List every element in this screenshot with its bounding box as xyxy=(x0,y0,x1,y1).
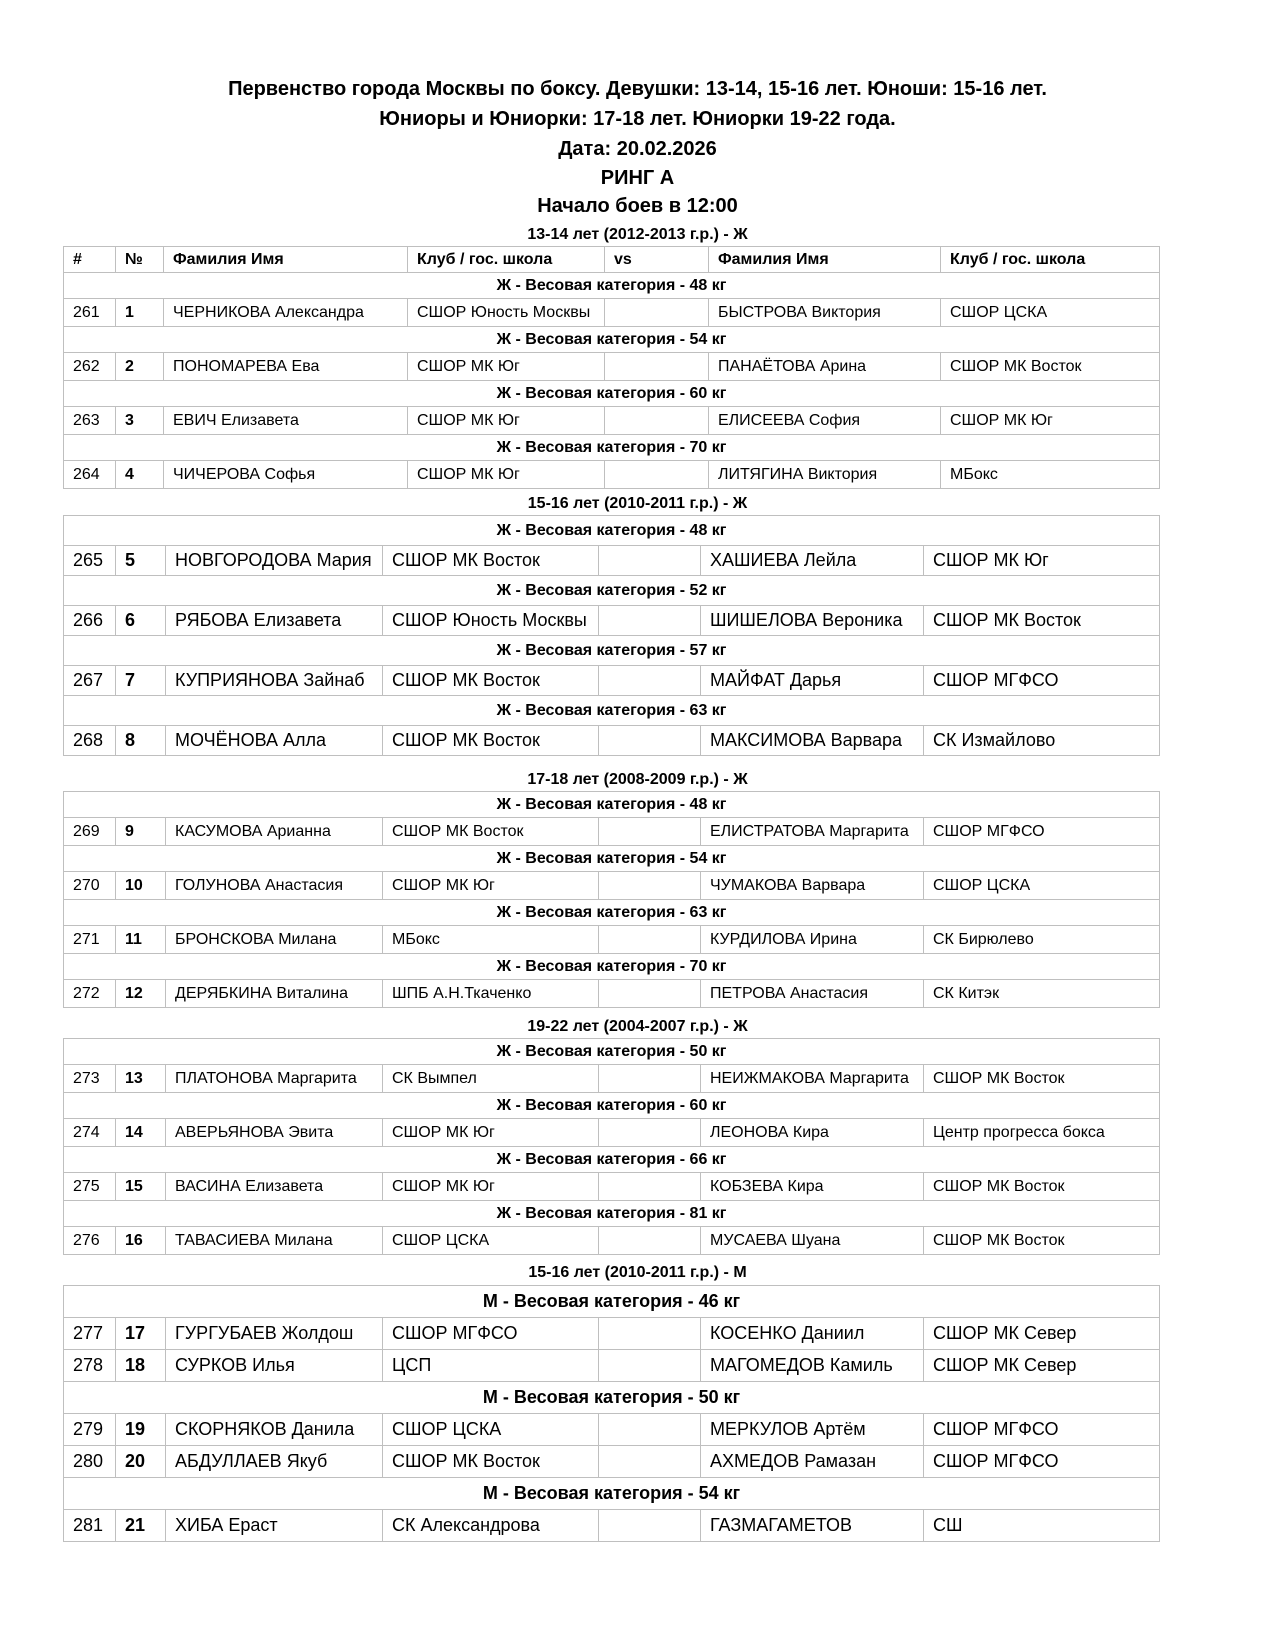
fighter-2-name: КОБЗЕВА Кира xyxy=(701,1173,924,1201)
weight-category-label: Ж - Весовая категория - 70 кг xyxy=(64,954,1160,980)
bout-number: 10 xyxy=(116,872,166,900)
col-header-club-2: Клуб / гос. школа xyxy=(941,247,1160,273)
fighter-1-club: ШПБ А.Н.Ткаченко xyxy=(383,980,599,1008)
bout-number: 19 xyxy=(116,1414,166,1446)
fighter-2-name: ХАШИЕВА Лейла xyxy=(701,546,924,576)
fighter-2-club: СК Измайлово xyxy=(924,726,1160,756)
fighter-1-club: СШОР МГФСО xyxy=(383,1318,599,1350)
weight-category-label: Ж - Весовая категория - 60 кг xyxy=(64,1093,1160,1119)
bout-row xyxy=(64,1446,1160,1478)
weight-category-label: Ж - Весовая категория - 70 кг xyxy=(64,435,1160,461)
weight-category-label: М - Весовая категория - 50 кг xyxy=(64,1382,1160,1414)
fighter-1-name: ГУРГУБАЕВ Жолдош xyxy=(166,1318,383,1350)
fighter-1-name: КАСУМОВА Арианна xyxy=(166,818,383,846)
vs-cell xyxy=(599,818,701,846)
weight-category-row xyxy=(64,1093,1160,1119)
fighter-1-name: ПЛАТОНОВА Маргарита xyxy=(166,1065,383,1093)
vs-cell xyxy=(605,407,709,435)
bout-id: 264 xyxy=(64,461,116,489)
weight-category-row xyxy=(64,1147,1160,1173)
vs-cell xyxy=(599,980,701,1008)
fighter-1-name: ХИБА Ераст xyxy=(166,1510,383,1542)
vs-cell xyxy=(605,461,709,489)
bout-row xyxy=(64,1227,1160,1255)
vs-cell xyxy=(605,299,709,327)
fighter-1-club: СШОР МК Юг xyxy=(408,407,605,435)
fighter-2-name: МАГОМЕДОВ Камиль xyxy=(701,1350,924,1382)
fighter-1-club: СШОР МК Восток xyxy=(383,546,599,576)
fighter-2-name: ЧУМАКОВА Варвара xyxy=(701,872,924,900)
section-heading: 13-14 лет (2012-2013 г.р.) - Ж xyxy=(527,226,748,243)
section-heading: 19-22 лет (2004-2007 г.р.) - Ж xyxy=(527,1018,748,1035)
weight-category-label: М - Весовая категория - 54 кг xyxy=(64,1478,1160,1510)
col-header-name-2: Фамилия Имя xyxy=(709,247,941,273)
vs-cell xyxy=(599,666,701,696)
fighter-1-name: ЧИЧЕРОВА Софья xyxy=(164,461,408,489)
fighter-2-name: ГАЗМАГАМЕТОВ xyxy=(701,1510,924,1542)
title-line-1: Первенство города Москвы по боксу. Девушки: 13-14, 15-16 лет. Юноши: 15-16 лет. xyxy=(228,78,1047,100)
fighter-1-club: СШОР МК Восток xyxy=(383,818,599,846)
fighter-2-club: СШОР МК Восток xyxy=(924,1065,1160,1093)
bout-id: 281 xyxy=(64,1510,116,1542)
bout-number: 16 xyxy=(116,1227,166,1255)
fighter-2-name: ПЕТРОВА Анастасия xyxy=(701,980,924,1008)
fighter-1-club: СШОР ЦСКА xyxy=(383,1227,599,1255)
fighter-2-name: ЛЕОНОВА Кира xyxy=(701,1119,924,1147)
table-body xyxy=(64,516,1160,756)
bout-number: 15 xyxy=(116,1173,166,1201)
bout-number: 5 xyxy=(116,546,166,576)
bout-id: 279 xyxy=(64,1414,116,1446)
bout-id: 277 xyxy=(64,1318,116,1350)
fighter-1-name: РЯБОВА Елизавета xyxy=(166,606,383,636)
col-header-club-1: Клуб / гос. школа xyxy=(408,247,605,273)
vs-cell xyxy=(599,1510,701,1542)
bout-number: 3 xyxy=(116,407,164,435)
weight-category-label: Ж - Весовая категория - 48 кг xyxy=(64,273,1160,299)
bout-id: 269 xyxy=(64,818,116,846)
bout-number: 8 xyxy=(116,726,166,756)
bout-number: 4 xyxy=(116,461,164,489)
fighter-2-name: КОСЕНКО Даниил xyxy=(701,1318,924,1350)
fighter-1-club: СШОР МК Восток xyxy=(383,666,599,696)
bout-row xyxy=(64,353,1160,381)
fighter-1-club: СК Вымпел xyxy=(383,1065,599,1093)
vs-cell xyxy=(599,872,701,900)
bout-id: 280 xyxy=(64,1446,116,1478)
fighter-2-name: МУСАЕВА Шуана xyxy=(701,1227,924,1255)
fighter-1-name: СКОРНЯКОВ Данила xyxy=(166,1414,383,1446)
bout-row xyxy=(64,299,1160,327)
bout-row xyxy=(64,606,1160,636)
fighter-1-name: КУПРИЯНОВА Зайнаб xyxy=(166,666,383,696)
bout-id: 268 xyxy=(64,726,116,756)
weight-category-row xyxy=(64,1201,1160,1227)
col-header-number: № xyxy=(116,247,164,273)
bout-id: 273 xyxy=(64,1065,116,1093)
bout-row xyxy=(64,872,1160,900)
bout-row xyxy=(64,980,1160,1008)
weight-category-row xyxy=(64,381,1160,407)
weight-category-label: Ж - Весовая категория - 60 кг xyxy=(64,381,1160,407)
section-heading: 15-16 лет (2010-2011 г.р.) - М xyxy=(528,1264,747,1281)
weight-category-row xyxy=(64,636,1160,666)
bout-id: 274 xyxy=(64,1119,116,1147)
fighter-2-club: СК Китэк xyxy=(924,980,1160,1008)
weight-category-label: Ж - Весовая категория - 54 кг xyxy=(64,327,1160,353)
weight-category-row xyxy=(64,1286,1160,1318)
bout-number: 6 xyxy=(116,606,166,636)
table-header-row xyxy=(64,247,1160,273)
fighter-2-club: СШОР МГФСО xyxy=(924,818,1160,846)
bout-row xyxy=(64,1173,1160,1201)
weight-category-label: Ж - Весовая категория - 66 кг xyxy=(64,1147,1160,1173)
fighter-2-name: МАЙФАТ Дарья xyxy=(701,666,924,696)
weight-category-row xyxy=(64,900,1160,926)
fighter-1-club: СШОР МК Юг xyxy=(408,461,605,489)
fighter-2-name: МЕРКУЛОВ Артём xyxy=(701,1414,924,1446)
section-heading: 17-18 лет (2008-2009 г.р.) - Ж xyxy=(527,771,748,788)
fighter-1-name: ВАСИНА Елизавета xyxy=(166,1173,383,1201)
weight-category-label: Ж - Весовая категория - 63 кг xyxy=(64,900,1160,926)
fighter-1-club: СШОР ЦСКА xyxy=(383,1414,599,1446)
vs-cell xyxy=(599,1350,701,1382)
fighter-2-name: НЕИЖМАКОВА Маргарита xyxy=(701,1065,924,1093)
fighter-2-club: Центр прогресса бокса xyxy=(924,1119,1160,1147)
vs-cell xyxy=(599,1446,701,1478)
bout-row xyxy=(64,1350,1160,1382)
fighter-1-name: ЧЕРНИКОВА Александра xyxy=(164,299,408,327)
vs-cell xyxy=(599,1119,701,1147)
fighter-1-club: СШОР МК Юг xyxy=(383,872,599,900)
fighter-2-name: ЕЛИСЕЕВА София xyxy=(709,407,941,435)
fighter-2-club: СШОР МК Восток xyxy=(924,1227,1160,1255)
weight-category-label: Ж - Весовая категория - 48 кг xyxy=(64,516,1160,546)
bout-id: 275 xyxy=(64,1173,116,1201)
bout-number: 9 xyxy=(116,818,166,846)
bout-id: 262 xyxy=(64,353,116,381)
bout-row xyxy=(64,1414,1160,1446)
fighter-1-club: СШОР МК Восток xyxy=(383,726,599,756)
weight-category-label: Ж - Весовая категория - 50 кг xyxy=(64,1039,1160,1065)
vs-cell xyxy=(599,1065,701,1093)
table-body xyxy=(64,792,1160,1008)
table-body xyxy=(64,273,1160,489)
bout-number: 14 xyxy=(116,1119,166,1147)
weight-category-row xyxy=(64,576,1160,606)
weight-category-label: М - Весовая категория - 46 кг xyxy=(64,1286,1160,1318)
fighter-2-name: БЫСТРОВА Виктория xyxy=(709,299,941,327)
fighter-2-name: ЛИТЯГИНА Виктория xyxy=(709,461,941,489)
bout-id: 261 xyxy=(64,299,116,327)
weight-category-row xyxy=(64,696,1160,726)
fighter-1-name: СУРКОВ Илья xyxy=(166,1350,383,1382)
weight-category-label: Ж - Весовая категория - 52 кг xyxy=(64,576,1160,606)
weight-category-row xyxy=(64,954,1160,980)
fighter-1-club: МБокс xyxy=(383,926,599,954)
fighter-2-name: ЕЛИСТРАТОВА Маргарита xyxy=(701,818,924,846)
fighter-2-name: АХМЕДОВ Рамазан xyxy=(701,1446,924,1478)
vs-cell xyxy=(599,726,701,756)
fighter-1-club: СШОР МК Юг xyxy=(383,1119,599,1147)
fighter-1-name: ТАВАСИЕВА Милана xyxy=(166,1227,383,1255)
bout-row xyxy=(64,546,1160,576)
fighter-1-club: СК Александрова xyxy=(383,1510,599,1542)
bout-row xyxy=(64,1510,1160,1542)
fighter-1-club: ЦСП xyxy=(383,1350,599,1382)
weight-category-row xyxy=(64,1039,1160,1065)
fighter-1-name: ПОНОМАРЕВА Ева xyxy=(164,353,408,381)
vs-cell xyxy=(605,353,709,381)
vs-cell xyxy=(599,1227,701,1255)
vs-cell xyxy=(599,1414,701,1446)
fighter-2-club: СШОР МГФСО xyxy=(924,1446,1160,1478)
title-line-2: Юниоры и Юниорки: 17-18 лет. Юниорки 19-22 года. xyxy=(379,108,896,130)
bout-table xyxy=(63,246,1160,489)
fighter-1-club: СШОР Юность Москвы xyxy=(383,606,599,636)
start-time: Начало боев в 12:00 xyxy=(537,195,738,217)
col-header-name-1: Фамилия Имя xyxy=(164,247,408,273)
bout-number: 13 xyxy=(116,1065,166,1093)
fighter-1-name: ГОЛУНОВА Анастасия xyxy=(166,872,383,900)
bout-table xyxy=(63,791,1160,1008)
vs-cell xyxy=(599,1173,701,1201)
weight-category-label: Ж - Весовая категория - 81 кг xyxy=(64,1201,1160,1227)
weight-category-row xyxy=(64,846,1160,872)
bout-number: 21 xyxy=(116,1510,166,1542)
weight-category-row xyxy=(64,1382,1160,1414)
fighter-1-club: СШОР МК Юг xyxy=(408,353,605,381)
fighter-1-name: НОВГОРОДОВА Мария xyxy=(166,546,383,576)
fighter-1-name: АБДУЛЛАЕВ Якуб xyxy=(166,1446,383,1478)
fighter-2-club: СШОР МК Восток xyxy=(941,353,1160,381)
vs-cell xyxy=(599,926,701,954)
weight-category-label: Ж - Весовая категория - 63 кг xyxy=(64,696,1160,726)
bout-table xyxy=(63,1038,1160,1255)
fighter-2-club: СШ xyxy=(924,1510,1160,1542)
bout-table xyxy=(63,515,1160,756)
weight-category-row xyxy=(64,327,1160,353)
fighter-2-club: СШОР ЦСКА xyxy=(924,872,1160,900)
bout-number: 1 xyxy=(116,299,164,327)
bout-number: 12 xyxy=(116,980,166,1008)
fighter-1-club: СШОР МК Восток xyxy=(383,1446,599,1478)
fighter-2-club: СШОР МК Север xyxy=(924,1350,1160,1382)
fighter-2-name: КУРДИЛОВА Ирина xyxy=(701,926,924,954)
fighter-2-club: МБокс xyxy=(941,461,1160,489)
bout-id: 272 xyxy=(64,980,116,1008)
weight-category-label: Ж - Весовая категория - 57 кг xyxy=(64,636,1160,666)
weight-category-label: Ж - Весовая категория - 48 кг xyxy=(64,792,1160,818)
bout-number: 17 xyxy=(116,1318,166,1350)
fighter-1-club: СШОР МК Юг xyxy=(383,1173,599,1201)
weight-category-row xyxy=(64,792,1160,818)
bout-id: 266 xyxy=(64,606,116,636)
bout-row xyxy=(64,407,1160,435)
bout-id: 270 xyxy=(64,872,116,900)
weight-category-row xyxy=(64,273,1160,299)
ring-label: РИНГ А xyxy=(600,167,675,189)
fighter-1-name: АВЕРЬЯНОВА Эвита xyxy=(166,1119,383,1147)
fighter-2-club: СШОР МК Юг xyxy=(941,407,1160,435)
weight-category-label: Ж - Весовая категория - 54 кг xyxy=(64,846,1160,872)
bout-number: 20 xyxy=(116,1446,166,1478)
bout-id: 263 xyxy=(64,407,116,435)
col-header-index: # xyxy=(64,247,116,273)
weight-category-row xyxy=(64,1478,1160,1510)
fighter-2-club: СШОР МГФСО xyxy=(924,666,1160,696)
bout-id: 276 xyxy=(64,1227,116,1255)
fighter-2-club: СШОР МК Юг xyxy=(924,546,1160,576)
bout-row xyxy=(64,461,1160,489)
bout-number: 11 xyxy=(116,926,166,954)
fighter-2-club: СШОР МК Север xyxy=(924,1318,1160,1350)
fighter-1-name: МОЧЁНОВА Алла xyxy=(166,726,383,756)
bout-row xyxy=(64,1318,1160,1350)
bout-row xyxy=(64,666,1160,696)
fighter-1-name: ДЕРЯБКИНА Виталина xyxy=(166,980,383,1008)
bout-number: 18 xyxy=(116,1350,166,1382)
bout-number: 7 xyxy=(116,666,166,696)
fighter-2-name: МАКСИМОВА Варвара xyxy=(701,726,924,756)
fighter-1-club: СШОР Юность Москвы xyxy=(408,299,605,327)
vs-cell xyxy=(599,606,701,636)
bout-row xyxy=(64,926,1160,954)
fighter-2-club: СШОР МГФСО xyxy=(924,1414,1160,1446)
bout-id: 267 xyxy=(64,666,116,696)
fighter-2-club: СК Бирюлево xyxy=(924,926,1160,954)
fighter-2-club: СШОР МК Восток xyxy=(924,606,1160,636)
bout-row xyxy=(64,1119,1160,1147)
fighter-2-name: ШИШЕЛОВА Вероника xyxy=(701,606,924,636)
bout-id: 278 xyxy=(64,1350,116,1382)
bout-id: 271 xyxy=(64,926,116,954)
event-date: Дата: 20.02.2026 xyxy=(558,138,717,160)
bout-id: 265 xyxy=(64,546,116,576)
bout-row xyxy=(64,818,1160,846)
vs-cell xyxy=(599,1318,701,1350)
section-heading: 15-16 лет (2010-2011 г.р.) - Ж xyxy=(527,495,748,512)
fighter-1-name: БРОНСКОВА Милана xyxy=(166,926,383,954)
bout-number: 2 xyxy=(116,353,164,381)
vs-cell xyxy=(599,546,701,576)
table-body xyxy=(64,1039,1160,1255)
fighter-2-name: ПАНАЁТОВА Арина xyxy=(709,353,941,381)
bout-row xyxy=(64,726,1160,756)
fighter-1-name: ЕВИЧ Елизавета xyxy=(164,407,408,435)
weight-category-row xyxy=(64,435,1160,461)
weight-category-row xyxy=(64,516,1160,546)
table-body xyxy=(64,1286,1160,1542)
bout-table xyxy=(63,1285,1160,1542)
fighter-2-club: СШОР ЦСКА xyxy=(941,299,1160,327)
col-header-vs: vs xyxy=(605,247,709,273)
bout-row xyxy=(64,1065,1160,1093)
fighter-2-club: СШОР МК Восток xyxy=(924,1173,1160,1201)
